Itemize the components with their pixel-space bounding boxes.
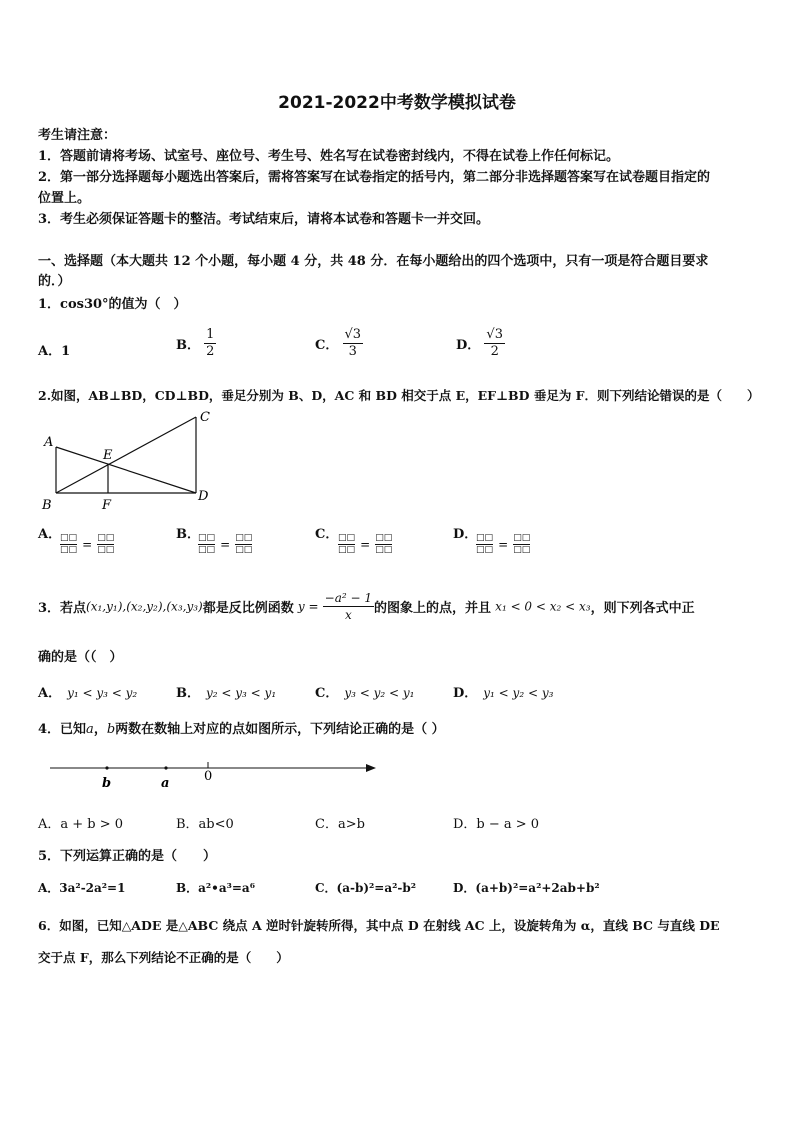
box-num: □□ (338, 533, 356, 543)
q4-option-b: B．ab<0 (176, 817, 234, 832)
q1-option-c-fraction (343, 327, 364, 360)
box-num: □□ (476, 533, 494, 543)
q3-option-a (38, 682, 137, 701)
notice-item-2-cont: 位置上。 (38, 191, 91, 206)
q3-stem-mid: 都是反比例函数 (202, 601, 294, 616)
label-e: E (103, 448, 113, 463)
point-b (105, 766, 108, 769)
q3-stem-start: 3．若点 (38, 601, 87, 616)
box-num: □□ (97, 533, 115, 543)
q3-option-b-label: B． (176, 686, 200, 701)
q3-func-denominator: x (344, 608, 352, 622)
q1-option-d (456, 327, 505, 360)
q1-c-denominator: 3 (348, 344, 357, 359)
q4-option-c: C．a>b (315, 817, 365, 832)
segment-ad (56, 447, 196, 493)
q2-a-right-fraction (97, 533, 114, 556)
q4-sep: ， (93, 722, 107, 737)
q6-stem-cont: 交于点 F，那么下列结论不正确的是（ ） (38, 950, 289, 965)
section-header: 一、选择题（本大题共 12 个小题，每小题 4 分，共 48 分．在每小题给出的四个选项中，只有一项是符合题目要求 (38, 254, 709, 269)
q4-stem (38, 718, 445, 737)
q1-option-c (315, 327, 363, 360)
q5-option-a: A．3a²-2a²=1 (38, 881, 126, 895)
box-den: □□ (235, 545, 253, 555)
q3-option-d-text: y₁ < y₂ < y₃ (483, 686, 554, 700)
q5-option-b: B．a²•a³=a⁶ (176, 881, 255, 895)
label-d: D (198, 489, 209, 504)
box-num: □□ (235, 533, 253, 543)
q2-c-left-fraction (338, 533, 355, 556)
notice-item-2: 2．第一部分选择题每小题选出答案后，需将答案写在试卷指定的括号内，第二部分非选择题答案写在试卷题目指定的 (38, 170, 711, 185)
box-num: □□ (60, 533, 78, 543)
q3-option-b (176, 682, 276, 701)
q1-option-b-label: B． (176, 338, 200, 353)
q3-func-numerator: −a² − 1 (324, 591, 373, 605)
notice-heading: 考生请注意： (38, 128, 117, 143)
section-header-cont: 的．） (38, 274, 71, 289)
q4-var-a: a (86, 722, 94, 737)
box-num: □□ (198, 533, 216, 543)
q4-option-d: D．b − a > 0 (453, 817, 540, 832)
q2-option-c (338, 533, 392, 556)
equals-sign: = (82, 537, 93, 552)
q3-option-d-label: D． (453, 686, 478, 701)
q4-option-a: A．a + b > 0 (38, 817, 124, 832)
number-line-label-a: a (161, 776, 170, 791)
q3-stem-end: ，则下列各式中正 (590, 601, 695, 616)
q2-d-right-fraction (513, 533, 530, 556)
q3-func-fraction (323, 590, 374, 623)
box-den: □□ (338, 545, 356, 555)
arrow-right-icon (366, 764, 376, 772)
q5-option-c: C．(a-b)²=a²-b² (315, 881, 417, 895)
q2-option-b (198, 533, 252, 556)
q1-option-b-fraction (204, 327, 216, 360)
q1-b-denominator: 2 (206, 344, 215, 359)
q3-option-a-text: y₁ < y₃ < y₂ (67, 686, 138, 700)
q1-option-a: A．1 (38, 344, 71, 359)
q3-option-c-label: C． (315, 686, 339, 701)
q3-option-c-text: y₃ < y₂ < y₁ (344, 686, 415, 700)
q2-b-left-fraction (198, 533, 215, 556)
q5-stem: 5．下列运算正确的是（ ） (38, 849, 217, 864)
box-num: □□ (513, 533, 531, 543)
q1-option-b (176, 327, 216, 360)
q2-b-right-fraction (235, 533, 252, 556)
segment-bc (56, 417, 196, 493)
q2-option-d-label: D． (453, 527, 478, 542)
q2-option-a-label: A． (38, 527, 62, 542)
label-c: C (200, 410, 210, 425)
equals-sign: = (360, 537, 371, 552)
q1-option-d-fraction (484, 327, 505, 360)
q3-option-c (315, 682, 415, 701)
equals-sign: = (220, 537, 231, 552)
q2-option-b-label: B． (176, 527, 200, 542)
number-line-label-b: b (102, 776, 112, 791)
box-den: □□ (513, 545, 531, 555)
q2-option-c-label: C． (315, 527, 339, 542)
q4-stem-end: 两数在数轴上对应的点如图所示，下列结论正确的是（ ） (115, 722, 445, 737)
q1-b-numerator: 1 (206, 327, 215, 342)
q2-d-left-fraction (476, 533, 493, 556)
box-den: □□ (375, 545, 393, 555)
q2-c-right-fraction (375, 533, 392, 556)
q2-geometry-figure (36, 406, 226, 516)
q6-stem: 6．如图，已知△ADE 是△ABC 绕点 A 逆时针旋转所得，其中点 D 在射线 AC 上，设旋转角为 α，直线 BC 与直线 DE (38, 918, 720, 933)
q3-option-d (453, 682, 553, 701)
label-f: F (102, 498, 112, 513)
q3-stem (38, 590, 695, 623)
page-title: 2021-2022中考数学模拟试卷 (278, 93, 516, 113)
q1-option-d-label: D． (456, 338, 481, 353)
q4-number-line (46, 756, 386, 796)
notice-item-3: 3．考生必须保证答题卡的整洁。考试结束后，请将本试卷和答题卡一并交回。 (38, 212, 490, 227)
q5-option-d: D．(a+b)²=a²+2ab+b² (453, 881, 600, 895)
q3-option-b-text: y₂ < y₃ < y₁ (206, 686, 277, 700)
q1-d-numerator: √3 (486, 327, 503, 342)
q2-option-d (476, 533, 530, 556)
q2-stem: 2.如图，AB⊥BD，CD⊥BD，垂足分别为 B、D，AC 和 BD 相交于点 E，EF⊥BD 垂足为 F．则下列结论错误的是（ ） (38, 388, 760, 403)
q2-a-left-fraction (60, 533, 77, 556)
q1-d-denominator: 2 (490, 344, 499, 359)
q3-option-a-label: A． (38, 686, 62, 701)
box-num: □□ (375, 533, 393, 543)
q3-stem-cont: 确的是（（ ） (38, 650, 123, 665)
point-a (164, 766, 167, 769)
box-den: □□ (60, 545, 78, 555)
q4-stem-start: 4．已知 (38, 722, 87, 737)
box-den: □□ (97, 545, 115, 555)
q3-condition: x₁ < 0 < x₂ < x₃ (495, 599, 591, 614)
number-line-label-zero: 0 (204, 769, 213, 784)
label-a: A (44, 435, 54, 450)
box-den: □□ (476, 545, 494, 555)
q2-option-a (60, 533, 114, 556)
q1-c-numerator: √3 (344, 327, 362, 342)
q4-var-b: b (106, 722, 116, 737)
notice-item-1: 1．答题前请将考场、试室号、座位号、考生号、姓名写在试卷密封线内，不得在试卷上作任何标记。 (38, 149, 620, 164)
equals-sign: = (498, 537, 509, 552)
box-den: □□ (198, 545, 216, 555)
q3-points: (x₁,y₁),(x₂,y₂),(x₃,y₃) (86, 599, 203, 614)
q3-stem-mid2: 的图象上的点，并且 (374, 601, 492, 616)
q1-stem: 1．cos30°的值为（ ） (38, 297, 187, 312)
label-b: B (42, 498, 52, 513)
q1-option-c-label: C． (315, 338, 339, 353)
q3-func-lhs: y = (297, 599, 319, 614)
